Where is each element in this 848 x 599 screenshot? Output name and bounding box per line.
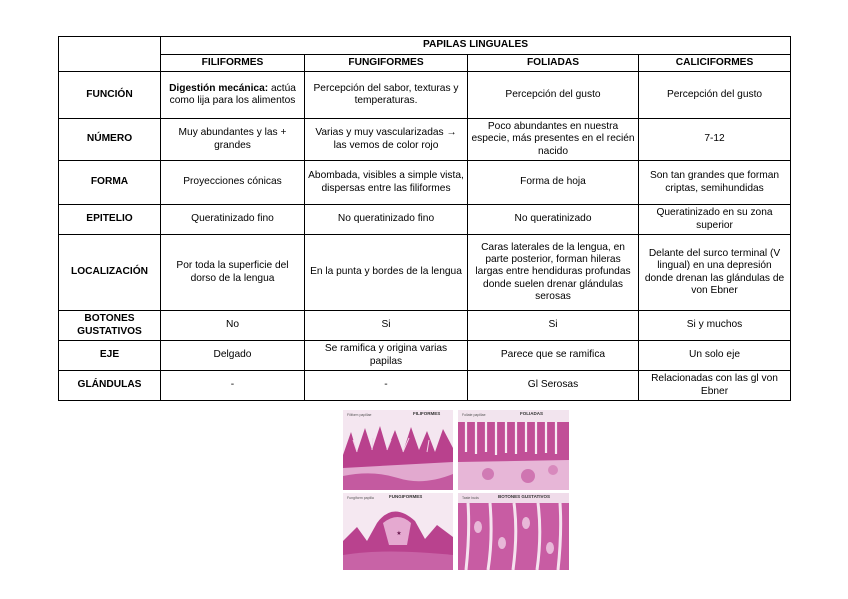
cell-eje-foliadas: Parece que se ramifica: [468, 341, 639, 371]
cell-botones-caliciformes: Si y muchos: [639, 311, 791, 341]
cell-eje-filiformes: Delgado: [161, 341, 305, 371]
table-row: [59, 371, 791, 401]
row-header-localizacion: LOCALIZACIÓN: [59, 235, 161, 311]
cell-botones-foliadas: Si: [468, 311, 639, 341]
row-header-forma: FORMA: [59, 161, 161, 205]
bold-prefix: Digestión mecánica:: [169, 82, 269, 94]
row-header-funcion: FUNCIÓN: [59, 72, 161, 119]
cell-epitelio-fungiformes: No queratinizado fino: [305, 205, 468, 235]
column-header-filiformes: FILIFORMES: [161, 55, 305, 72]
cell-forma-foliadas: Forma de hoja: [468, 161, 639, 205]
cell-text: actúa como lija para los alimentos: [169, 82, 296, 106]
cell-funcion-fungiformes: Percepción del sabor, texturas y temperaturas.: [305, 72, 468, 119]
panel-small-label: Taste buds: [462, 496, 479, 500]
table-title: PAPILAS LINGUALES: [161, 37, 791, 55]
panel-fungiformes: [343, 493, 453, 570]
panel-caption: FUNGIFORMES: [389, 494, 423, 499]
panel-caption: FOLIADAS: [520, 411, 543, 416]
cell-glandulas-caliciformes: Relacionadas con las gl von Ebner: [639, 371, 791, 401]
filiform-papillae-image: [343, 410, 453, 490]
row-header-eje: EJE: [59, 341, 161, 371]
cell-numero-filiformes: Muy abundantes y las + grandes: [161, 119, 305, 161]
table-row: [59, 341, 791, 371]
column-header-foliadas: FOLIADAS: [468, 55, 639, 72]
cell-glandulas-foliadas: Gl Serosas: [468, 371, 639, 401]
row-header-botones-gustativos: BOTONES GUSTATIVOS: [59, 311, 161, 341]
cell-funcion-foliadas: Percepción del gusto: [468, 72, 639, 119]
cell-numero-fungiformes: Varias y muy vascularizadas → las vemos de color rojo: [305, 119, 468, 161]
row-header-glandulas: GLÁNDULAS: [59, 371, 161, 401]
cell-epitelio-foliadas: No queratinizado: [468, 205, 639, 235]
histology-figure: [343, 410, 569, 570]
cell-funcion-caliciformes: Percepción del gusto: [639, 72, 791, 119]
corner-cell: [59, 37, 161, 72]
cell-glandulas-filiformes: -: [161, 371, 305, 401]
panel-foliadas: [458, 410, 569, 490]
column-header-caliciformes: CALICIFORMES: [639, 55, 791, 72]
table-row: [59, 205, 791, 235]
panel-caption: BOTONES GUSTATIVOS: [498, 494, 551, 499]
panel-small-label: Filiform papillae: [347, 413, 372, 417]
cell-glandulas-fungiformes: -: [305, 371, 468, 401]
cell-localizacion-foliadas: Caras laterales de la lengua, en parte posterior, forman hileras largas entre hendiduras profundas donde suelen drenar glándulas serosas: [468, 235, 639, 311]
cell-numero-foliadas: Poco abundantes en nuestra especie, más presentes en el recién nacido: [468, 119, 639, 161]
foliate-papillae-image: [458, 410, 569, 490]
row-header-numero: NÚMERO: [59, 119, 161, 161]
cell-forma-fungiformes: Abombada, visibles a simple vista, dispersas entre las filiformes: [305, 161, 468, 205]
cell-eje-caliciformes: Un solo eje: [639, 341, 791, 371]
cell-localizacion-filiformes: Por toda la superficie del dorso de la lengua: [161, 235, 305, 311]
cell-forma-caliciformes: Son tan grandes que forman criptas, semihundidas: [639, 161, 791, 205]
cell-epitelio-filiformes: Queratinizado fino: [161, 205, 305, 235]
fungiform-papilla-image: [343, 493, 453, 570]
row-header-epitelio: EPITELIO: [59, 205, 161, 235]
panel-filiformes: [343, 410, 453, 490]
table-row: [59, 235, 791, 311]
cell-funcion-filiformes: [161, 72, 305, 119]
column-header-fungiformes: FUNGIFORMES: [305, 55, 468, 72]
cell-eje-fungiformes: Se ramifica y origina varias papilas: [305, 341, 468, 371]
panel-botones-gustativos: [458, 493, 569, 570]
cell-numero-caliciformes: 7-12: [639, 119, 791, 161]
cell-forma-filiformes: Proyecciones cónicas: [161, 161, 305, 205]
cell-botones-fungiformes: Si: [305, 311, 468, 341]
panel-small-label: Fungiform papilla: [347, 496, 374, 500]
panel-caption: FILIFORMES: [413, 411, 441, 416]
table-row: [59, 72, 791, 119]
cell-epitelio-caliciformes: Queratinizado en su zona superior: [639, 205, 791, 235]
panel-small-label: Foliate papillae: [462, 413, 486, 417]
cell-localizacion-fungiformes: En la punta y bordes de la lengua: [305, 235, 468, 311]
svg-text:★: ★: [396, 531, 402, 537]
taste-buds-image: [458, 493, 569, 570]
papilas-table: [58, 36, 791, 401]
table-row: [59, 311, 791, 341]
cell-localizacion-caliciformes: Delante del surco terminal (V lingual) en una depresión donde drenan las glándulas de von Ebner: [639, 235, 791, 311]
table-row: [59, 119, 791, 161]
cell-botones-filiformes: No: [161, 311, 305, 341]
table-row: [59, 161, 791, 205]
